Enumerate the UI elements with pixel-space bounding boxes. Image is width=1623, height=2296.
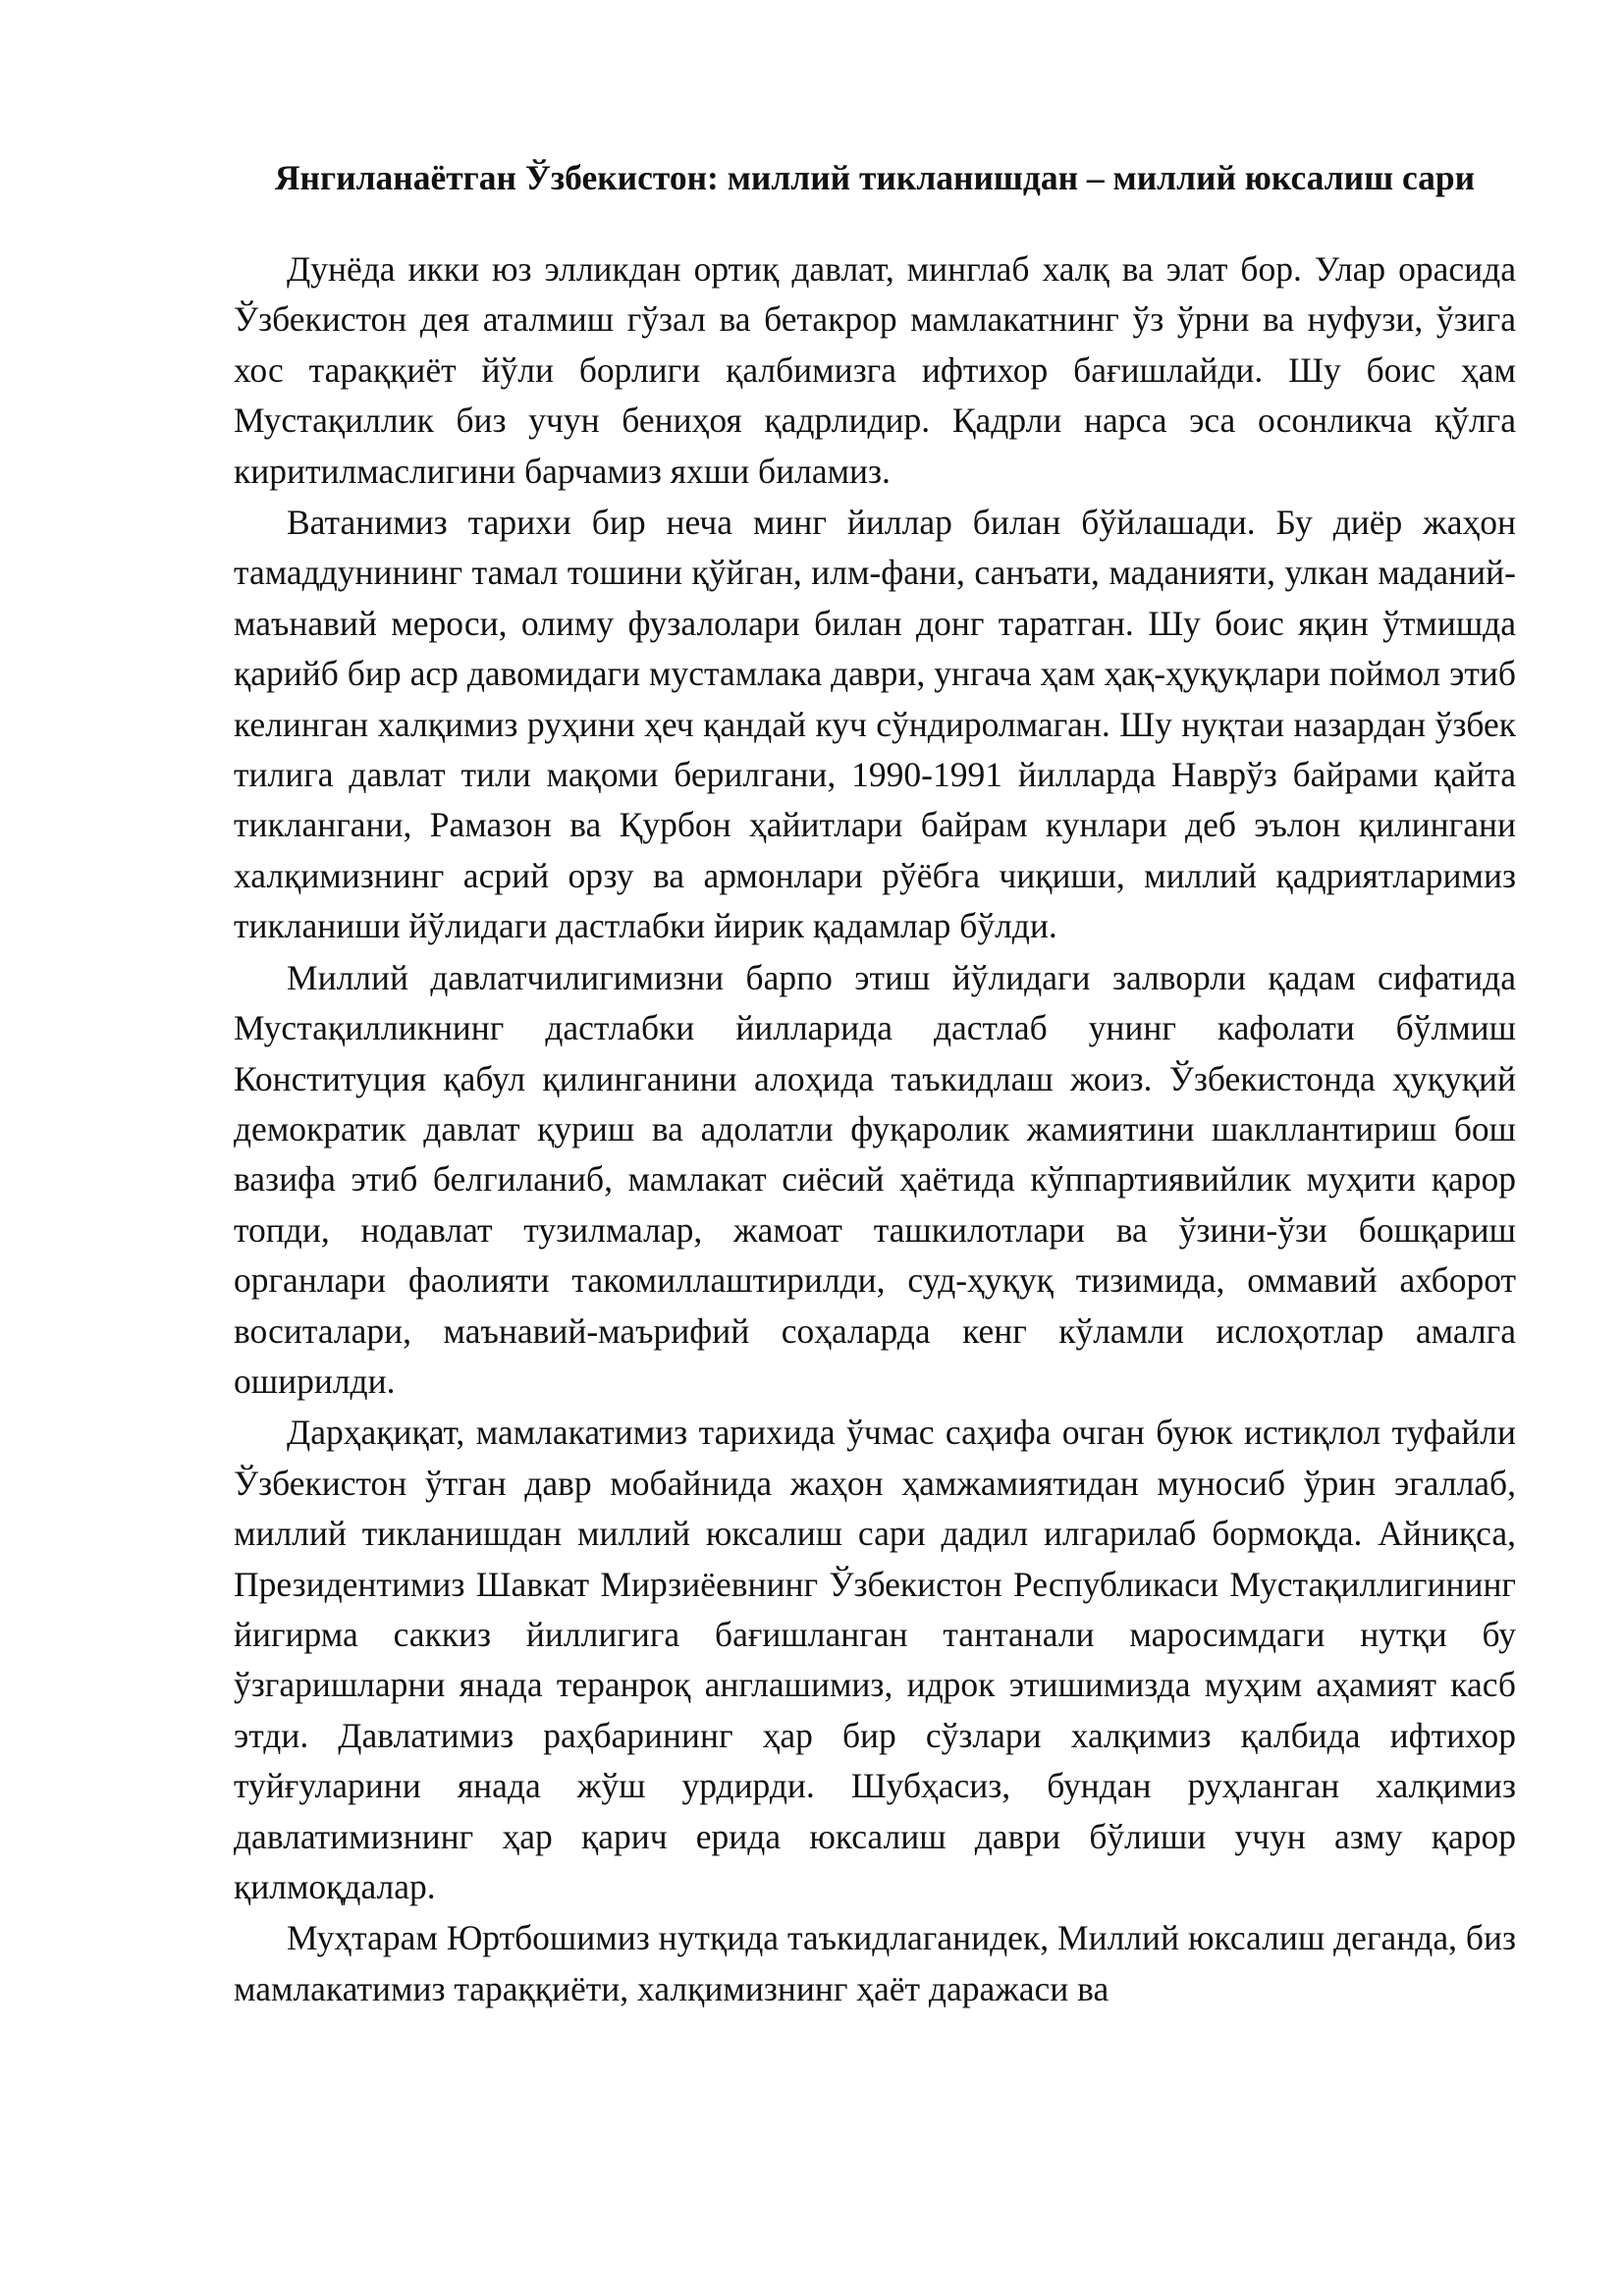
paragraph-4: Дарҳақиқат, мамлакатимиз тарихида ўчмас саҳифа очган буюк истиқлол туфайли Ўзбекистон ўтган давр мобайнида жаҳон ҳамжамиятидан муносиб ўрин эгаллаб, миллий тикланишдан миллий юксалиш сари дадил илгарилаб бормоқда. Айниқса, Президентимиз Шавкат Мирзиёевнинг Ўзбекистон Республикаси Мустақиллигининг йигирма саккиз йиллигига бағишланган тантанали маросимдаги нутқи бу ўзгаришларни янада теранроқ англашимиз, идрок этишимизда муҳим аҳамият касб этди. Давлатимиз раҳбарининг ҳар бир сўзлари халқимиз қалбида ифтихор туйғуларини янада жўш урдирди. Шубҳасиз, бундан руҳланган халқимиз давлатимизнинг ҳар қарич ерида юксалиш даври бўлиши учун азму қарор қилмоқдалар. [234, 1413, 1516, 1906]
paragraph-1: Дунёда икки юз элликдан ортиқ давлат, минглаб халқ ва элат бор. Улар орасида Ўзбекистон дея аталмиш гўзал ва бетакрор мамлакатнинг ўз ўрни ва нуфузи, ўзига хос тараққиёт йўли борлиги қалбимизга ифтихор бағишлайди. Шу боис ҳам Мустақиллик биз учун бениҳоя қадрлидир. Қадрли нарса эса осонликча қўлга киритилмаслигини барчамиз яхши биламиз. [234, 249, 1516, 491]
document-title: Янгиланаётган Ўзбекистон: миллий тикланишдан – миллий юксалиш сари [274, 158, 1476, 197]
paragraph-3: Миллий давлатчилигимизни барпо этиш йўлидаги залворли қадам сифатида Мустақилликнинг дастлабки йилларида дастлаб унинг кафолати бўлмиш Конституция қабул қилинганини алоҳида таъкидлаш жоиз. Ўзбекистонда ҳуқуқий демократик давлат қуриш ва адолатли фуқаролик жамиятини шакллантириш бош вазифа этиб белгиланиб, мамлакат сиёсий ҳаётида кўппартиявийлик муҳити қарор топди, нодавлат тузилмалар, жамоат ташкилотлари ва ўзини-ўзи бошқариш органлари фаолияти такомиллаштирилди, суд-ҳуқуқ тизимида, оммавий ахборот воситалари, маънавий-маърифий соҳаларда кенг кўламли ислоҳотлар амалга оширилди. [234, 957, 1516, 1401]
paragraph-5: Муҳтарам Юртбошимиз нутқида таъкидлаганидек, Миллий юксалиш деганда, биз мамлакатимиз тараққиёти, халқимизнинг ҳаёт даражаси ва [234, 1918, 1516, 2008]
paragraph-2: Ватанимиз тарихи бир неча минг йиллар билан бўйлашади. Бу диёр жаҳон тамаддунининг тамал тошини қўйган, илм-фани, санъати, маданияти, улкан маданий-маънавий мероси, олиму фузалолари билан донг таратган. Шу боис яқин ўтмишда қарийб бир аср давомидаги мустамлака даври, унгача ҳам ҳақ-ҳуқуқлари поймол этиб келинган халқимиз руҳини ҳеч қандай куч сўндиролмаган. Шу нуқтаи назардан ўзбек тилига давлат тили мақоми берилгани, 1990-1991 йилларда Наврўз байрами қайта тиклангани, Рамазон ва Қурбон ҳайитлари байрам кунлари деб эълон қилингани халқимизнинг асрий орзу ва армонлари рўёбга чиқиши, миллий қадриятларимиз тикланиши йўлидаги дастлабки йирик қадамлар бўлди. [234, 503, 1516, 946]
document-page [234, 152, 1516, 2015]
document-body [234, 244, 1516, 2014]
